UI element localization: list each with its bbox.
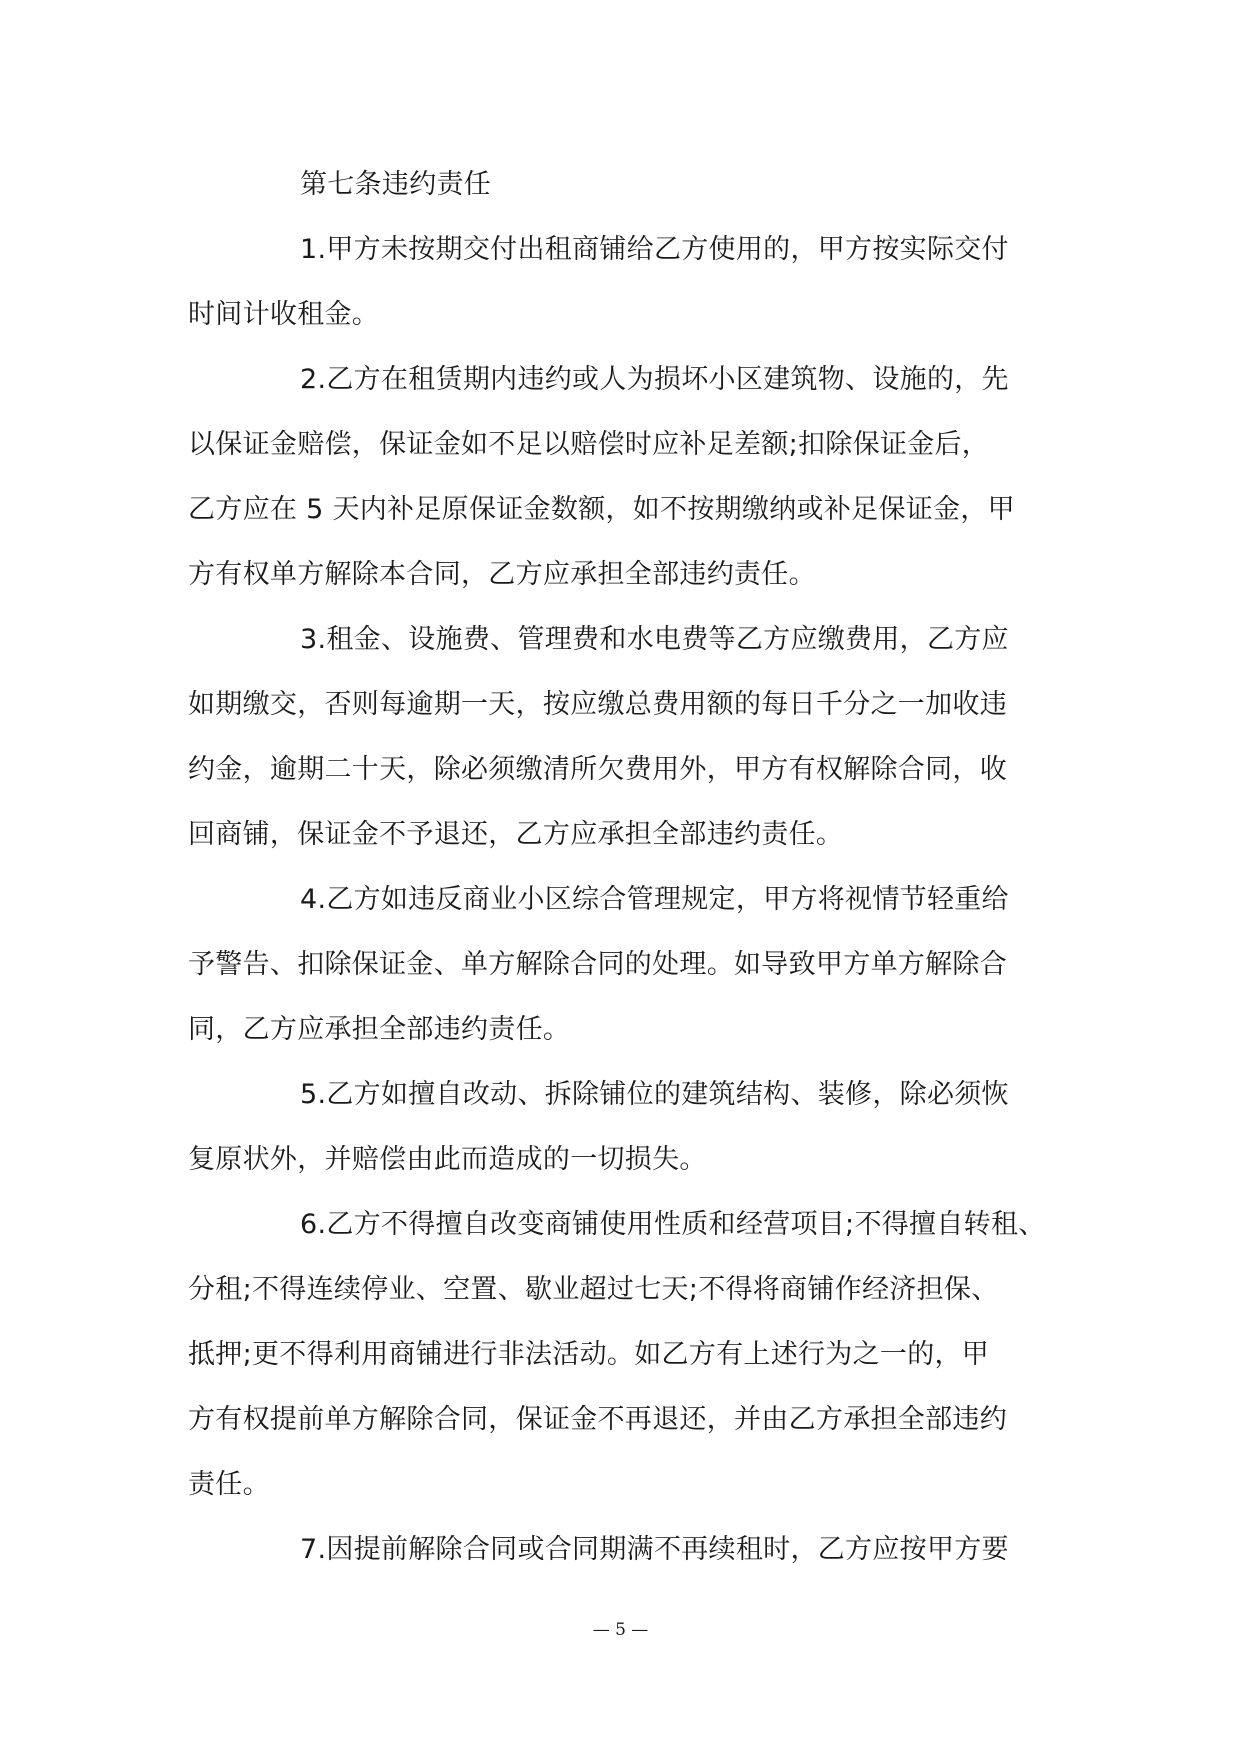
- text-line: 回商铺，保证金不予退还，乙方应承担全部违约责任。: [188, 819, 844, 850]
- text-line: 5.乙方如擅自改动、拆除铺位的建筑结构、装修，除必须恢: [300, 1079, 1009, 1110]
- text-line: 予警告、扣除保证金、单方解除合同的处理。如导致甲方单方解除合: [188, 949, 1007, 980]
- text-line: 时间计收租金。: [188, 299, 380, 330]
- text-line: 如期缴交，否则每逾期一天，按应缴总费用额的每日千分之一加收违: [188, 689, 1007, 720]
- text-line: 3.租金、设施费、管理费和水电费等乙方应缴费用，乙方应: [300, 624, 1009, 655]
- section-title: 第七条违约责任: [300, 169, 492, 200]
- text-line: 复原状外，并赔偿由此而造成的一切损失。: [188, 1144, 707, 1175]
- text-line: 方有权提前单方解除合同，保证金不再退还，并由乙方承担全部违约: [188, 1404, 1007, 1435]
- page-number: — 5 —: [592, 1620, 649, 1640]
- contract-clauses: [188, 217, 1058, 1582]
- text-line: 1.甲方未按期交付出租商铺给乙方使用的，甲方按实际交付: [300, 234, 1009, 265]
- text-line: 分租;不得连续停业、空置、歇业超过七天;不得将商铺作经济担保、: [188, 1274, 999, 1305]
- text-line: 方有权单方解除本合同，乙方应承担全部违约责任。: [188, 559, 816, 590]
- text-line: 同，乙方应承担全部违约责任。: [188, 1014, 571, 1045]
- text-line: 抵押;更不得利用商铺进行非法活动。如乙方有上述行为之一的，甲: [188, 1339, 990, 1370]
- contract-body: [188, 152, 1058, 1582]
- text-line: 2.乙方在租赁期内违约或人为损坏小区建筑物、设施的，先: [300, 364, 1009, 395]
- text-line: 7.因提前解除合同或合同期满不再续租时，乙方应按甲方要: [300, 1534, 1009, 1565]
- text-line: 以保证金赔偿，保证金如不足以赔偿时应补足差额;扣除保证金后，: [188, 429, 990, 460]
- text-line: 4.乙方如违反商业小区综合管理规定，甲方将视情节轻重给: [300, 884, 1009, 915]
- text-line: 约金，逾期二十天，除必须缴清所欠费用外，甲方有权解除合同，收: [188, 754, 1007, 785]
- text-line: 责任。: [188, 1469, 270, 1500]
- text-line: 6.乙方不得擅自改变商铺使用性质和经营项目;不得擅自转租、: [300, 1209, 1046, 1240]
- text-line: 乙方应在 5 天内补足原保证金数额，如不按期缴纳或补足保证金，甲: [188, 494, 1015, 525]
